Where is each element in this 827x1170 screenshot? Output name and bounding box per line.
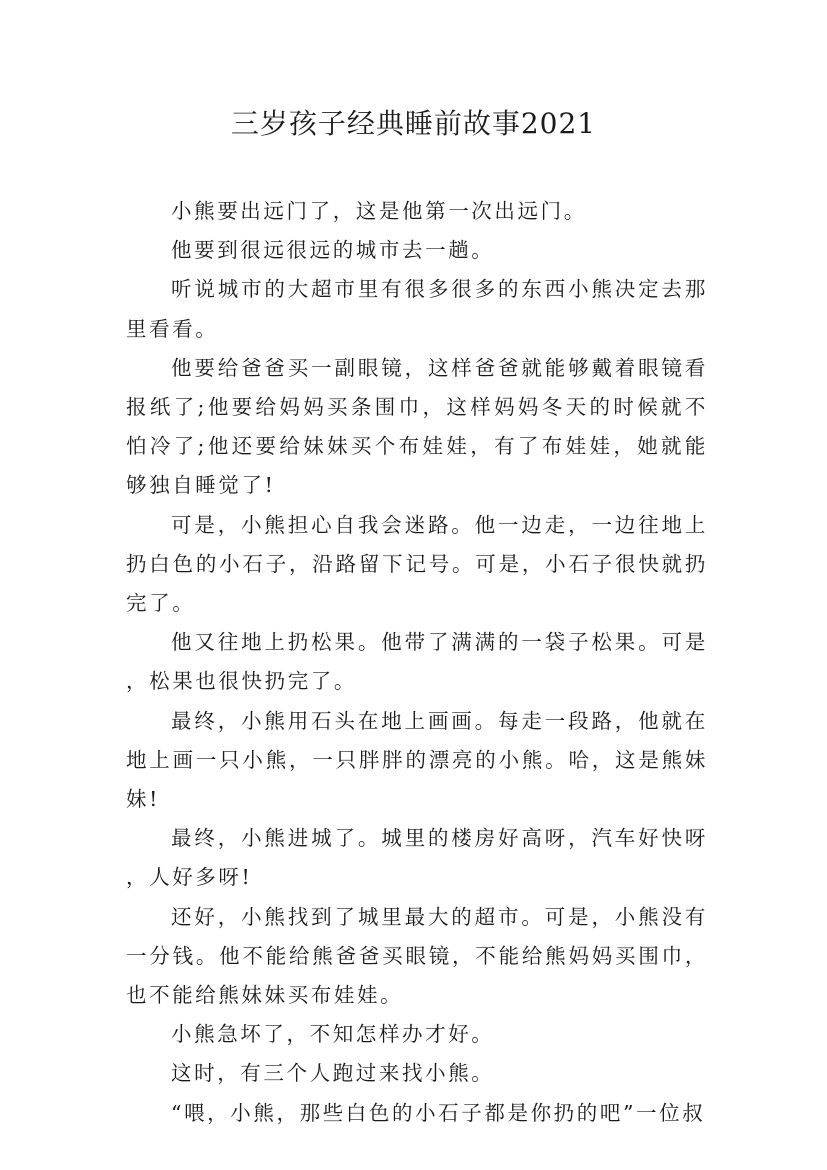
story-paragraph: 最终，小熊用石头在地上画画。每走一段路，他就在地上画一只小熊，一只胖胖的漂亮的小熊。哈，这是熊妹妹! bbox=[126, 708, 708, 812]
story-paragraph: 小熊急坏了，不知怎样办才好。 bbox=[171, 1022, 495, 1047]
story-paragraph: 最终，小熊进城了。城里的楼房好高呀，汽车好快呀，人好多呀! bbox=[126, 826, 708, 890]
story-paragraph: 他要给爸爸买一副眼镜，这样爸爸就能够戴着眼镜看报纸了;他要给妈妈买条围巾，这样妈妈冬天的时候就不怕冷了;他还要给妹妹买个布娃娃，有了布娃娃，她就能够独自睡觉了! bbox=[126, 355, 708, 498]
story-paragraph: “喂，小熊，那些白色的小石子都是你扔的吧”一位叔 bbox=[171, 1100, 706, 1125]
document-title: 三岁孩子经典睡前故事2021 bbox=[230, 107, 597, 140]
story-paragraph: 他要到很远很远的城市去一趟。 bbox=[171, 238, 495, 263]
story-paragraph: 听说城市的大超市里有很多很多的东西小熊决定去那里看看。 bbox=[126, 277, 708, 341]
story-paragraph: 可是，小熊担心自我会迷路。他一边走，一边往地上扔白色的小石子，沿路留下记号。可是，小石子很快就扔完了。 bbox=[126, 512, 708, 616]
story-paragraph: 他又往地上扔松果。他带了满满的一袋子松果。可是，松果也很快扔完了。 bbox=[126, 630, 708, 694]
story-body bbox=[126, 192, 708, 1133]
story-paragraph: 这时，有三个人跑过来找小熊。 bbox=[171, 1061, 495, 1086]
story-paragraph: 还好，小熊找到了城里最大的超市。可是，小熊没有一分钱。他不能给熊爸爸买眼镜，不能给熊妈妈买围巾，也不能给熊妹妹买布娃娃。 bbox=[126, 904, 708, 1008]
story-paragraph: 小熊要出远门了，这是他第一次出远门。 bbox=[171, 199, 587, 223]
